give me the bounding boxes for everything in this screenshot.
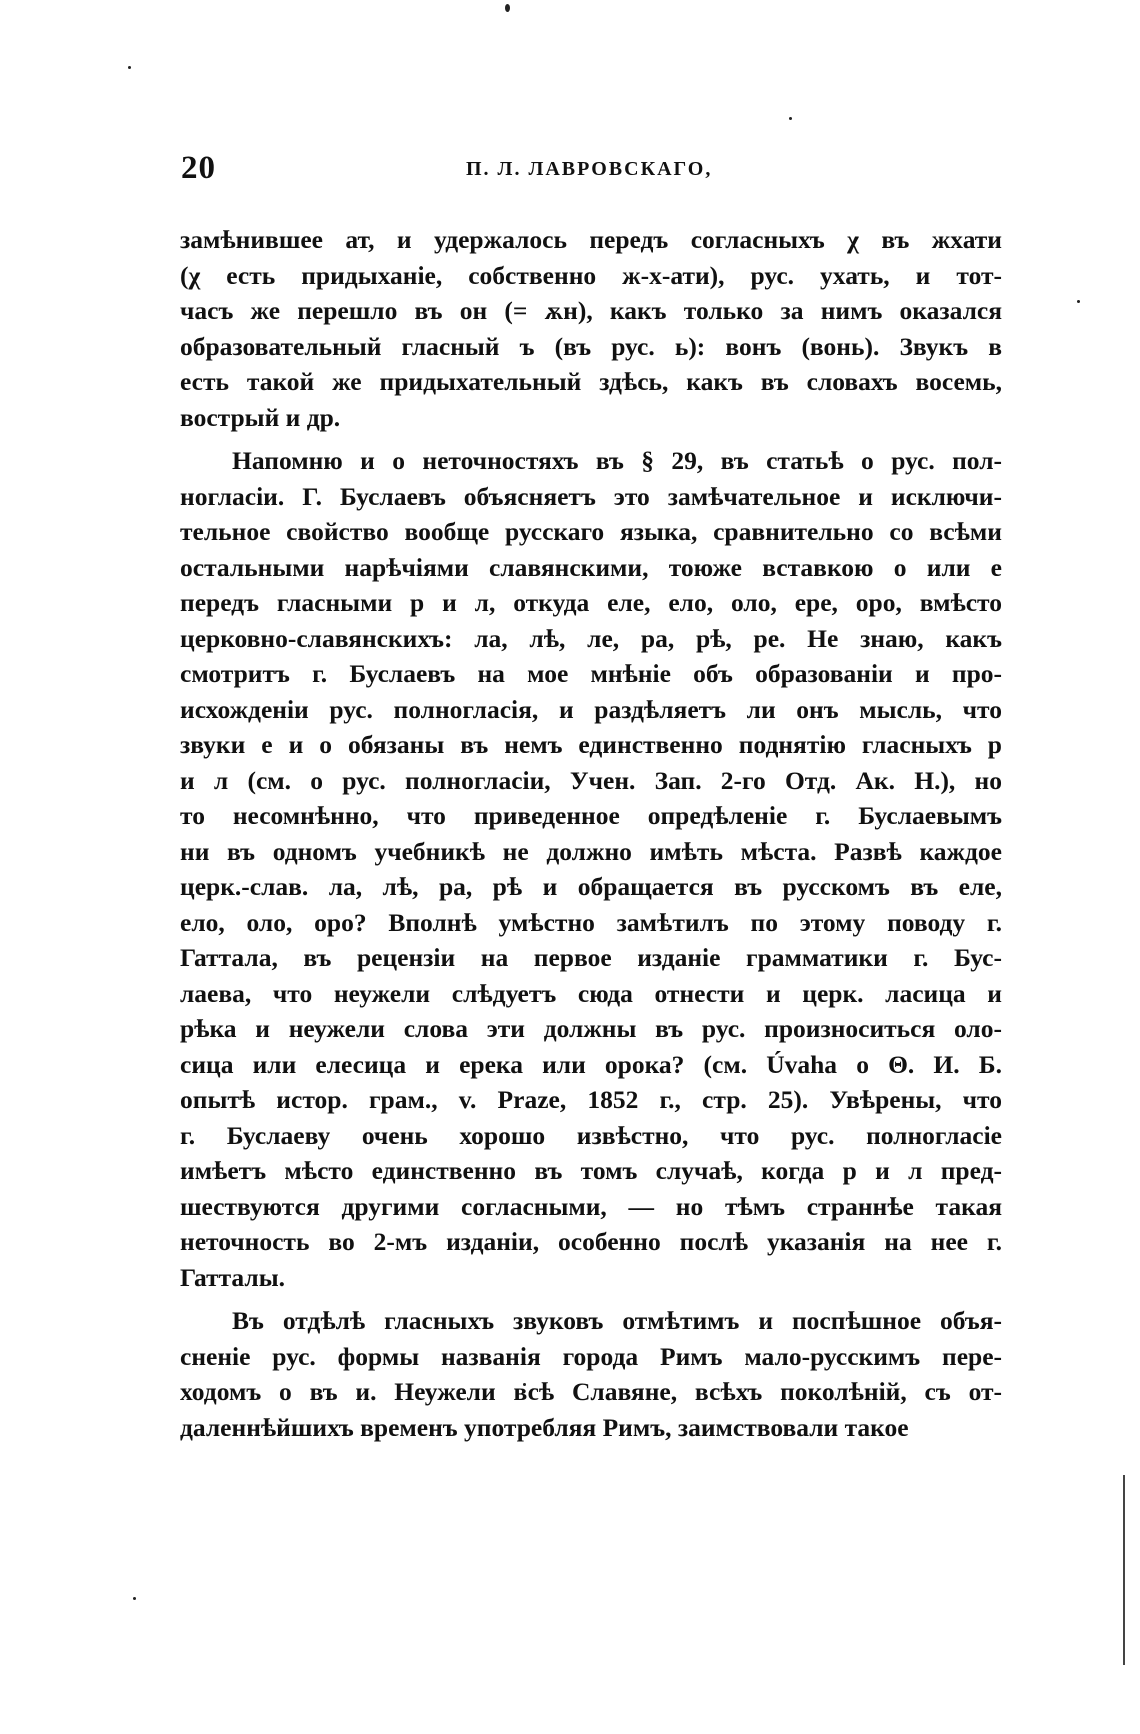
text-line: лаева, что неужели слѣдуетъ сюда отнести и церк. ласица и — [180, 978, 1002, 1008]
paragraph-gap — [180, 435, 1002, 443]
text-line: рѣка и неужели слова эти должны въ рус. произноситься оло- — [180, 1014, 1002, 1043]
text-line: ни въ одномъ учебникѣ не должно имѣть мѣста. Развѣ каждое — [180, 836, 1002, 866]
print-speck-right — [789, 117, 792, 120]
text-line: исхожденіи рус. полногласія, и раздѣляетъ ли онъ мысль, что — [180, 694, 1002, 724]
text-line: смотритъ г. Буслаевъ на мое мнѣніе объ образованіи и про- — [180, 659, 1002, 688]
page-header — [181, 148, 1001, 192]
text-line: Гаттала, въ рецензіи на первое изданіе грамматики г. Бус- — [180, 943, 1002, 972]
print-speck-top — [505, 4, 510, 12]
text-line: то несомнѣнно, что приведенное опредѣленіе г. Буслаевымъ — [180, 801, 1002, 830]
text-line: звуки е и о обязаны въ немъ единственно поднятію гласныхъ р — [180, 730, 1002, 759]
print-speck-margin — [1077, 300, 1080, 303]
text-line: вострый и др. — [180, 402, 341, 432]
text-line: часъ же перешло въ он (= ѫн), какъ только за нимъ оказался — [180, 296, 1002, 325]
page-number: 20 — [181, 150, 216, 186]
text-line: церковно-славянскихъ: ла, лѣ, ле, ра, рѣ, ре. Не знаю, какъ — [180, 623, 1002, 653]
text-line: ело, оло, оро? Вполнѣ умѣстно замѣтилъ по этому поводу г. — [180, 907, 1002, 937]
text-line: ходомъ о въ и. Неужели всѣ Славяне, всѣхъ поколѣній, съ от- — [180, 1377, 1002, 1406]
text-line: опытѣ истор. грам., v. Praze, 1852 г., стр. 25). Увѣрены, что — [180, 1085, 1002, 1114]
text-line: замѣнившее ат, и удержалось передъ согласныхъ χ въ жхати — [180, 225, 1002, 254]
text-line: есть такой же придыхательный здѣсь, какъ въ словахъ восемь, — [180, 367, 1002, 396]
text-line: (χ есть придыханіе, собственно ж-х-ати), рус. ухать, и тот- — [180, 260, 1002, 290]
text-line: церк.-слав. ла, лѣ, ра, рѣ и обращается въ русскомъ въ еле, — [180, 872, 1002, 901]
text-line: имѣетъ мѣсто единственно въ томъ случаѣ, когда р и л пред- — [180, 1156, 1002, 1185]
text-line: даленнѣйшихъ временъ употребляя Римъ, заимствовали такое — [180, 1412, 909, 1442]
text-line: шествуются другими согласными, — но тѣмъ страннѣе такая — [180, 1191, 1002, 1221]
text-line: остальными нарѣчіями славянскими, тоюже вставкою о или е — [180, 552, 1002, 582]
text-line: ногласіи. Г. Буслаевъ объясняетъ это замѣчательное и исключи- — [180, 481, 1002, 511]
text-line: Гатталы. — [180, 1262, 286, 1292]
text-line: сица или елесица и ерека или орока? (см. Úvaha o Θ. И. Б. — [180, 1049, 1002, 1079]
text-line: Напомню и о неточностяхъ въ § 29, въ статьѣ о рус. пол- — [232, 446, 1002, 475]
scan-edge-line — [1123, 1475, 1125, 1665]
text-line: сненіе рус. формы названія города Римъ мало-русскимъ пере- — [180, 1341, 1002, 1371]
text-line: образовательный гласный ъ (въ рус. ь): вонъ (вонь). Звукъ в — [180, 331, 1002, 361]
body-text — [180, 222, 1002, 1445]
text-line: и л (см. о рус. полногласіи, Учен. Зап. 2-го Отд. Ак. Н.), но — [180, 765, 1002, 795]
text-line: передъ гласными р и л, откуда еле, ело, оло, ере, оро, вмѣсто — [180, 588, 1002, 617]
running-head: П. Л. ЛАВРОВСКАГО, — [466, 158, 713, 180]
text-line: Въ отдѣлѣ гласныхъ звуковъ отмѣтимъ и поспѣшное объя- — [232, 1306, 1002, 1335]
text-line: тельное свойство вообще русскаго языка, сравнительно со всѣми — [180, 517, 1002, 546]
paragraph-gap — [180, 1295, 1002, 1303]
text-line: г. Буслаеву очень хорошо извѣстно, что рус. полногласіе — [180, 1120, 1002, 1150]
print-speck-bottom — [133, 1597, 136, 1600]
print-speck-left — [128, 66, 131, 69]
text-line: неточность во 2-мъ изданіи, особенно послѣ указанія на нее г. — [180, 1227, 1002, 1256]
